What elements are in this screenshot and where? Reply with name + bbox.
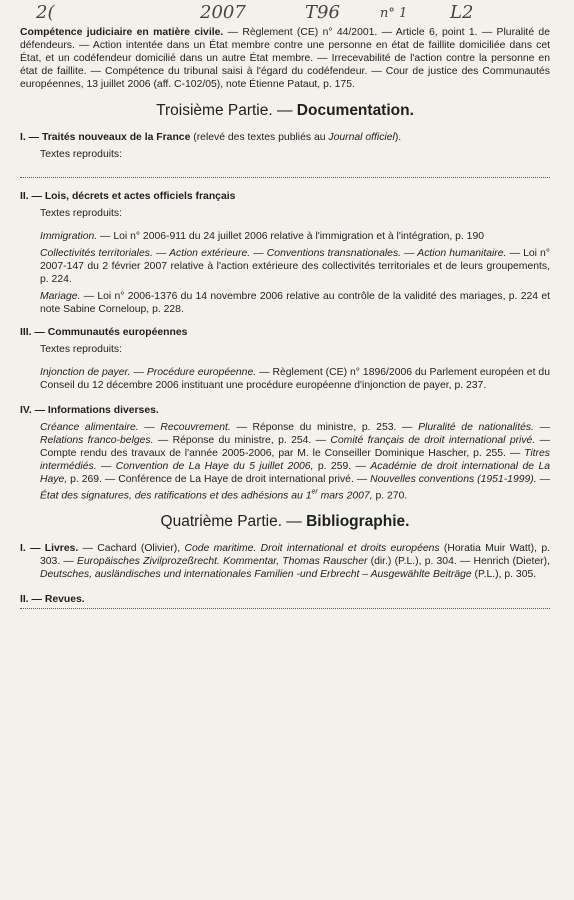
info-topic: Titres intermédiés. — Convention de La Haye du 5 juillet 2006, [40, 448, 550, 472]
info-text: p. 259. — [313, 461, 371, 472]
intro-paragraph [20, 26, 550, 91]
entry-topic: Mariage. [40, 291, 81, 302]
section-treaties-heading [20, 131, 550, 144]
handwritten-note: 2007 [200, 2, 246, 23]
part-three-heading: Documentation. [296, 102, 414, 119]
intro-body: — Règlement (CE) n° 44/2001. — Article 6, point 1. — Pluralité de défendeurs. — Action intentée dans un État membre contre une personne en état de faillite domiciliée dans cet État, et un codéfendeur domicilié dans un autre État membre. — Irrecevabilité de l'action contre la personne en état de faillite. — Compétence du tribunal saisi à l'égard du codéfendeur. — Cour de justice des Communautés européennes, 13 juillet 2006 (aff. C-102/05), note Étienne Pataut, p. 175. [20, 27, 550, 90]
part-three-title [20, 101, 550, 120]
part-three-prefix: Troisième Partie. — [156, 102, 297, 119]
book-text: (Horatia Muir Watt), p. 303. — [40, 543, 550, 568]
part-four-heading: Bibliographie. [306, 513, 410, 531]
part-four-prefix: Quatrième Partie. — [160, 513, 307, 531]
handwritten-annotations [0, 0, 574, 26]
info-topic: Créance alimentaire. — Recouvrement. [40, 422, 231, 433]
document-page [20, 26, 550, 609]
texts-reproduced-label: Textes reproduits: [40, 208, 123, 219]
info-text: — Compte rendu des travaux de l'année 2005-2006, par M. le Conseiller Dominique Hascher, p. 255. — [40, 435, 550, 459]
entry-informations [40, 421, 550, 502]
section-subtitle: (relevé des textes publiés au [190, 132, 329, 143]
handwritten-note: T96 [305, 2, 340, 23]
book-title: Code maritime. Droit international et droits européens [184, 543, 440, 555]
entry-injonction [40, 366, 550, 392]
handwritten-note: n° 1 [380, 6, 408, 21]
entry-text: — Loi n° 2006-1376 du 14 novembre 2006 relative au contrôle de la validité des mariages, p. 224 et note Sabine Corneloup, p. 228. [40, 291, 550, 315]
entry-text: — Règlement (CE) n° 1896/2006 du Parlement européen et du Conseil du 12 décembre 2006 instituant une procédure européenne d'injonction de payer, p. 237. [40, 367, 550, 391]
section-eu-heading: III. — Communautés européennes [20, 327, 188, 338]
texts-reproduced-label: Textes reproduits: [40, 149, 123, 160]
info-topic: Pluralité de nationalités. — Relations franco-belges. [40, 422, 550, 446]
entry-topic: Immigration. [40, 231, 98, 242]
book-title: Deutsches, ausländisches und internationales Familien -und Erbrecht – Ausgewählte Beiträge [40, 569, 472, 581]
info-topic: mars 2007, [317, 490, 373, 502]
info-topic: Nouvelles conventions (1951-1999). — État des signatures, des ratifications et des adhésions au 1 [40, 474, 550, 502]
entry-text: — Loi n° 2007-147 du 2 février 2007 relative à l'action extérieure des collectivités territoriales et de leurs groupements, p. 224. [40, 248, 550, 285]
info-text: p. 270. [372, 490, 408, 502]
book-title: Europäisches Zivilprozeßrecht. Kommentar, Thomas Rauscher [76, 556, 368, 568]
section-subtitle-italic: Journal officiel [328, 132, 395, 143]
entry-mariage [40, 290, 550, 316]
handwritten-note: L2 [450, 2, 474, 23]
entry-books [20, 542, 550, 581]
info-text: — Réponse du ministre, p. 254. — [153, 435, 331, 446]
handwritten-note: 2( [36, 2, 55, 23]
section-laws-heading: II. — Lois, décrets et actes officiels français [20, 191, 236, 202]
book-text: (P.L.), p. 305. [471, 569, 537, 581]
book-text: (dir.) (P.L.), p. 304. — Henrich (Dieter), [367, 556, 550, 568]
books-heading: I. — Livres. [20, 543, 79, 555]
info-text: p. 269. — Conférence de La Haye de droit international privé. — [67, 474, 371, 485]
book-text: — Cachard (Olivier), [78, 543, 185, 555]
section-reviews-heading: II. — Revues. [20, 594, 85, 606]
section-number: I. — Traités nouveaux de la France [20, 132, 191, 143]
info-text: — Réponse du ministre, p. 253. — [230, 422, 419, 433]
entry-topic: Collectivités territoriales. — Action extérieure. — Conventions transnationales. — Action humanitaire. [40, 248, 507, 259]
entry-topic: Injonction de payer. — Procédure européenne. [40, 367, 257, 378]
info-topic: Académie de droit international de La Haye, [40, 461, 551, 485]
part-four-title [20, 512, 550, 531]
superscript: er [311, 489, 318, 496]
section-info-heading: IV. — Informations diverses. [20, 405, 159, 416]
intro-heading: Compétence judiciaire en matière civile. [20, 27, 224, 38]
section-subtitle-end: ). [394, 132, 402, 143]
info-topic: Comité français de droit international privé. [330, 435, 536, 446]
entry-text: — Loi n° 2006-911 du 24 juillet 2006 relative à l'immigration et à l'intégration, p. 190 [97, 231, 485, 242]
entry-collectivites [40, 247, 550, 286]
dotted-leader [20, 602, 550, 609]
texts-reproduced-label: Textes reproduits: [40, 344, 123, 355]
dotted-leader [20, 171, 550, 178]
entry-immigration [40, 230, 550, 243]
